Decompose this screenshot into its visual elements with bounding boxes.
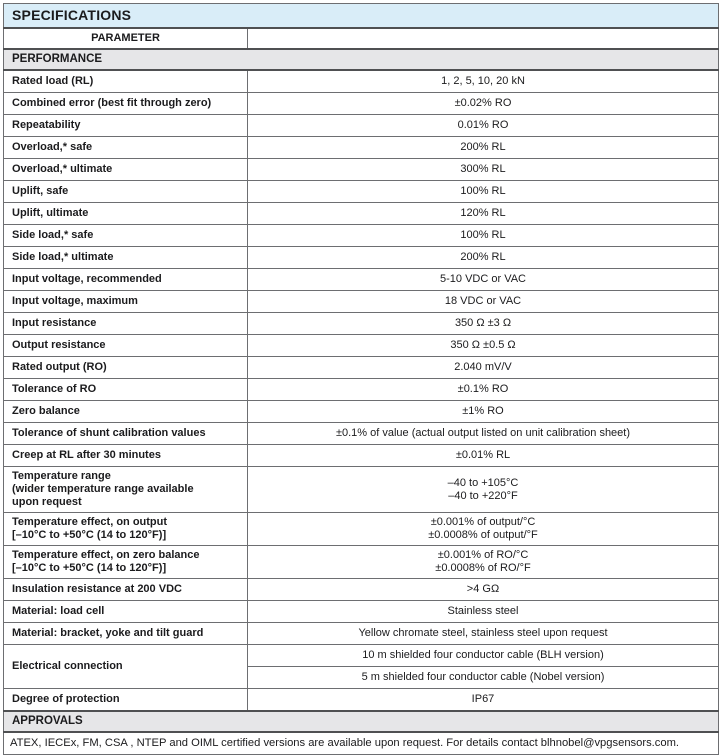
table-row — [4, 379, 719, 401]
value-cell — [248, 401, 719, 423]
table-row — [4, 70, 719, 93]
value-cell — [248, 93, 719, 115]
text-line: upon request — [12, 496, 82, 508]
value-cell — [248, 203, 719, 225]
text-line: Creep at RL after 30 minutes — [12, 449, 161, 461]
value-cell — [248, 513, 719, 546]
performance-rows-section — [4, 70, 719, 711]
text-line: Side load,* safe — [12, 229, 94, 241]
value-cell — [248, 159, 719, 181]
text-line: ±0.001% of output/°C — [430, 516, 536, 528]
text-line: Insulation resistance at 200 VDC — [12, 583, 182, 595]
section-header-performance — [4, 49, 719, 70]
value-cell — [248, 423, 719, 445]
table-title-row — [4, 4, 719, 29]
approvals-text: ATEX, IECEx, FM, CSA , NTEP and OIML certified versions are available upon request. For details contact blhnobel@vpgsensors.com. — [4, 732, 719, 755]
parameter-cell — [4, 291, 248, 313]
parameter-cell — [4, 203, 248, 225]
text-line: Material: load cell — [12, 605, 105, 617]
text-line: 5-10 VDC or VAC — [440, 273, 526, 285]
parameter-cell — [4, 645, 248, 689]
text-line: –40 to +105°C — [447, 476, 519, 489]
table-row — [4, 247, 719, 269]
text-line: Zero balance — [12, 405, 80, 417]
value-column-header — [248, 28, 719, 49]
text-line: ±0.0008% of RO/°F — [435, 562, 531, 574]
table-row — [4, 181, 719, 203]
value-cell — [248, 291, 719, 313]
table-head-section — [4, 4, 719, 71]
text-line: ±0.001% of RO/°C — [437, 549, 529, 561]
parameter-cell — [4, 546, 248, 579]
parameter-column-header: PARAMETER — [4, 28, 248, 49]
text-line: [–10°C to +50°C (14 to 120°F)] — [12, 529, 167, 541]
text-line: –40 to +220°F — [448, 489, 518, 502]
text-line: ±1% RO — [462, 405, 504, 417]
text-line: Rated output (RO) — [12, 361, 107, 373]
table-foot-section — [4, 711, 719, 755]
parameter-cell — [4, 467, 248, 513]
text-line: 200% RL — [460, 251, 506, 263]
text-line: Overload,* safe — [12, 141, 93, 153]
value-cell — [248, 601, 719, 623]
table-title: SPECIFICATIONS — [4, 4, 719, 29]
text-line: Yellow chromate steel, stainless steel upon request — [358, 627, 608, 639]
table-row — [4, 357, 719, 379]
approvals-text-row — [4, 732, 719, 755]
text-line: Degree of protection — [12, 693, 120, 705]
value-cell — [248, 181, 719, 203]
value-cell — [248, 379, 719, 401]
table-row — [4, 115, 719, 137]
text-line: 350 Ω ±0.5 Ω — [450, 339, 516, 351]
section-header-approvals — [4, 711, 719, 732]
performance-section-label: PERFORMANCE — [4, 49, 719, 70]
text-line: Combined error (best fit through zero) — [12, 97, 212, 109]
text-line: ±0.1% RO — [457, 383, 509, 395]
text-line: IP67 — [471, 693, 495, 705]
parameter-cell — [4, 269, 248, 291]
text-line: 18 VDC or VAC — [444, 295, 522, 307]
specifications-table — [3, 3, 719, 755]
table-row — [4, 645, 719, 667]
value-cell — [248, 247, 719, 269]
parameter-cell — [4, 159, 248, 181]
table-row — [4, 291, 719, 313]
table-row — [4, 546, 719, 579]
parameter-cell — [4, 115, 248, 137]
text-line: 120% RL — [460, 207, 506, 219]
text-line: Input voltage, maximum — [12, 295, 138, 307]
value-cell — [248, 269, 719, 291]
text-line: (wider temperature range available — [12, 483, 194, 495]
parameter-cell — [4, 70, 248, 93]
table-row — [4, 445, 719, 467]
parameter-cell — [4, 513, 248, 546]
table-row — [4, 203, 719, 225]
parameter-cell — [4, 247, 248, 269]
text-line: 2.040 mV/V — [454, 361, 512, 373]
value-cell — [248, 546, 719, 579]
value-cell — [248, 70, 719, 93]
value-cell: 10 m shielded four conductor cable (BLH version) — [248, 645, 719, 667]
table-row — [4, 313, 719, 335]
text-line: ±0.02% RO — [454, 97, 512, 109]
parameter-cell — [4, 181, 248, 203]
text-line: [–10°C to +50°C (14 to 120°F)] — [12, 562, 167, 574]
text-line: Side load,* ultimate — [12, 251, 114, 263]
table-row — [4, 269, 719, 291]
text-line: Material: bracket, yoke and tilt guard — [12, 627, 204, 639]
text-line: Rated load (RL) — [12, 75, 94, 87]
table-row — [4, 137, 719, 159]
text-line: >4 GΩ — [466, 583, 500, 595]
text-line: ±0.1% of value (actual output listed on unit calibration sheet) — [335, 427, 631, 439]
table-row — [4, 423, 719, 445]
text-line: 100% RL — [460, 229, 506, 241]
text-line: 100% RL — [460, 185, 506, 197]
parameter-cell — [4, 445, 248, 467]
value-cell — [248, 467, 719, 513]
text-line: Tolerance of RO — [12, 383, 97, 395]
text-line: Stainless steel — [447, 605, 519, 617]
parameter-cell — [4, 601, 248, 623]
table-row — [4, 601, 719, 623]
value-cell — [248, 689, 719, 712]
parameter-cell — [4, 335, 248, 357]
table-row — [4, 225, 719, 247]
text-line: Input voltage, recommended — [12, 273, 162, 285]
table-row — [4, 335, 719, 357]
text-line: 300% RL — [460, 163, 506, 175]
value-cell — [248, 579, 719, 601]
text-line: Tolerance of shunt calibration values — [12, 427, 206, 439]
text-line: 200% RL — [460, 141, 506, 153]
value-cell — [248, 357, 719, 379]
text-line: Output resistance — [12, 339, 106, 351]
parameter-cell — [4, 579, 248, 601]
value-cell — [248, 225, 719, 247]
parameter-cell — [4, 401, 248, 423]
parameter-cell — [4, 93, 248, 115]
value-cell — [248, 335, 719, 357]
parameter-cell — [4, 137, 248, 159]
text-line: Repeatability — [12, 119, 81, 131]
table-row — [4, 401, 719, 423]
value-cell — [248, 445, 719, 467]
table-row — [4, 159, 719, 181]
table-row — [4, 623, 719, 645]
value-cell — [248, 137, 719, 159]
parameter-cell — [4, 689, 248, 712]
text-line: 1, 2, 5, 10, 20 kN — [441, 75, 525, 87]
parameter-cell — [4, 379, 248, 401]
table-row — [4, 579, 719, 601]
text-line: 0.01% RO — [457, 119, 509, 131]
text-line: ±0.01% RL — [455, 449, 511, 461]
text-line: Electrical connection — [12, 660, 123, 672]
table-row — [4, 93, 719, 115]
parameter-cell — [4, 313, 248, 335]
parameter-cell — [4, 623, 248, 645]
text-line: Uplift, safe — [12, 185, 69, 197]
table-row — [4, 467, 719, 513]
parameter-cell — [4, 225, 248, 247]
text-line: Overload,* ultimate — [12, 163, 113, 175]
text-line: Temperature effect, on zero balance — [12, 549, 200, 561]
text-line: Temperature range — [12, 470, 111, 482]
parameter-cell — [4, 357, 248, 379]
table-row — [4, 513, 719, 546]
value-cell — [248, 623, 719, 645]
column-header-row — [4, 28, 719, 49]
approvals-section-label: APPROVALS — [4, 711, 719, 732]
text-line: 350 Ω ±3 Ω — [454, 317, 512, 329]
table-row — [4, 689, 719, 712]
value-cell — [248, 115, 719, 137]
text-line: Input resistance — [12, 317, 97, 329]
text-line: Temperature effect, on output — [12, 516, 168, 528]
value-cell — [248, 313, 719, 335]
text-line: Uplift, ultimate — [12, 207, 89, 219]
parameter-cell — [4, 423, 248, 445]
text-line: ±0.0008% of output/°F — [428, 529, 538, 541]
value-cell: 5 m shielded four conductor cable (Nobel version) — [248, 667, 719, 689]
